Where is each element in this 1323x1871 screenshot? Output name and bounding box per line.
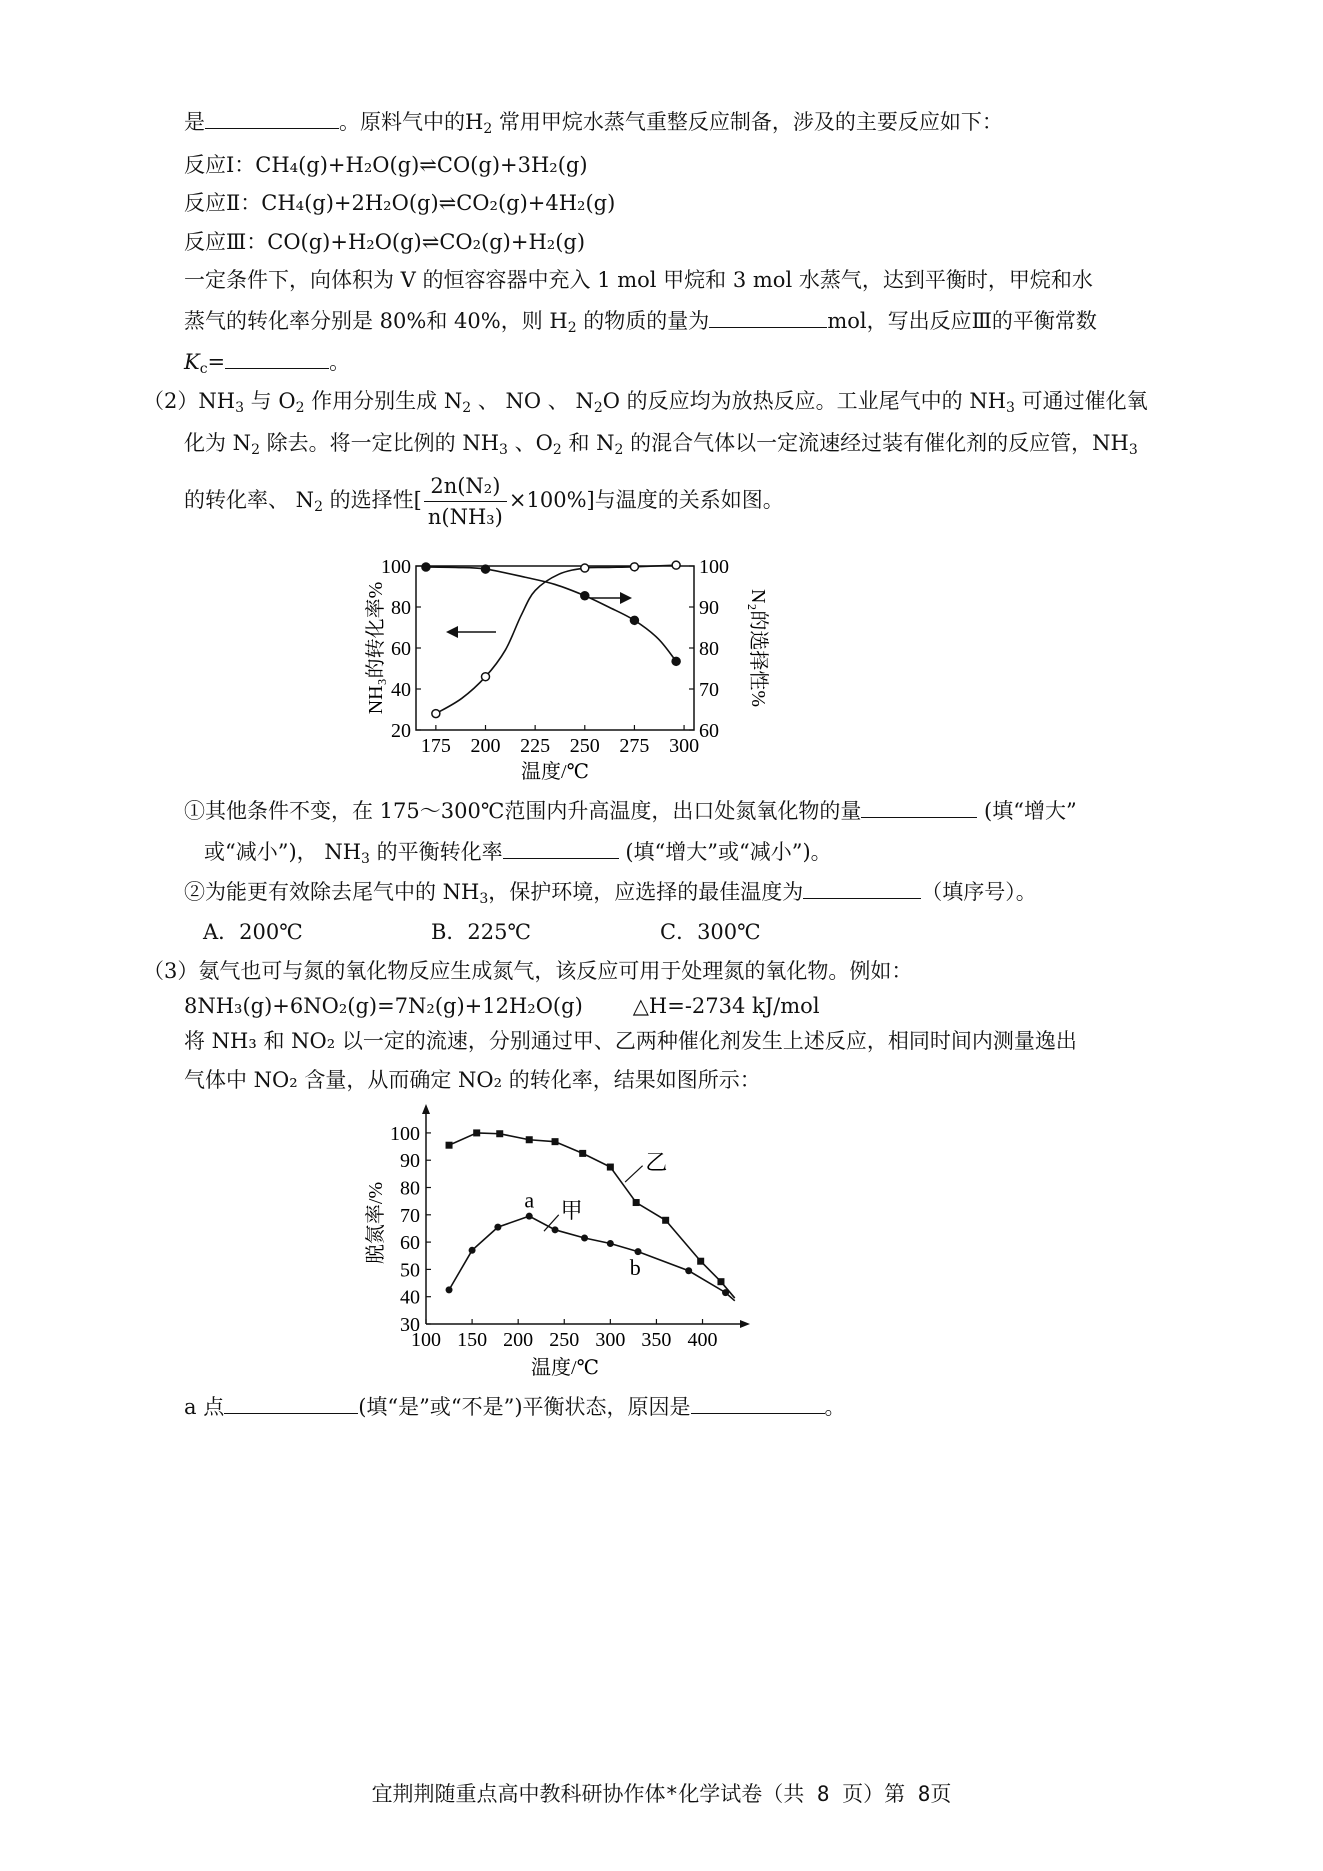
subscript: 3 — [479, 891, 489, 907]
answer-blank[interactable] — [224, 1391, 358, 1414]
fraction-denominator: n(NH₃) — [427, 505, 503, 529]
text: 和 N — [561, 431, 615, 455]
point-b-label: b — [629, 1255, 641, 1281]
reaction-label: 反应Ⅰ： — [184, 153, 256, 177]
y-tick-label: 80 — [400, 1177, 420, 1200]
subscript: 2 — [462, 400, 472, 416]
series-yi-point — [526, 1136, 533, 1143]
subscript: 3 — [235, 400, 244, 416]
fraction-numerator: 2n(N₂) — [424, 471, 507, 502]
series-yi-point — [446, 1142, 453, 1149]
option-b: B．225℃ — [431, 920, 532, 944]
y-right-tick-label: 90 — [699, 597, 719, 619]
page-footer: 宜荆荆随重点高中教科研协作体*化学试卷（共 8 页）第 8页 — [371, 1782, 952, 1806]
text: ①其他条件不变，在 175～300℃范围内升高温度，出口处氮氧化物的量 — [184, 799, 862, 823]
answer-blank[interactable] — [861, 795, 977, 818]
question-3-line-3: 气体中 NO₂ 含量，从而确定 NO₂ 的转化率，结果如图所示： — [184, 1068, 761, 1092]
subscript: c — [199, 361, 208, 377]
text: 除去。将一定比例的 NH — [259, 431, 500, 455]
text: 。原料气中的 — [339, 110, 465, 134]
question-3-equation — [184, 991, 820, 1021]
x-tick-label: 175 — [420, 735, 451, 757]
text: （填序号）。 — [921, 880, 1037, 904]
subquestion-1-cont — [204, 836, 832, 867]
y-tick-label: 40 — [400, 1286, 420, 1309]
text: ×100% — [508, 488, 587, 512]
series-yi-point — [473, 1129, 480, 1136]
series-yi-point — [579, 1150, 586, 1157]
text: ②为能更有效除去尾气中的 NH — [184, 880, 480, 904]
text: 或“减小”)， NH — [204, 840, 362, 864]
reaction-3 — [184, 227, 585, 257]
reaction-equation: 8NH₃(g)+6NO₂(g)=7N₂(g)+12H₂O(g) — [184, 994, 583, 1018]
text: NH — [198, 389, 236, 413]
subscript: 2 — [295, 400, 305, 416]
conversion-point — [672, 657, 680, 665]
series-yi-point — [697, 1258, 704, 1265]
text: 、O — [507, 431, 553, 455]
x-axis-label: 温度/℃ — [531, 1357, 599, 1379]
text: H — [465, 110, 484, 134]
y-tick-label: 30 — [400, 1314, 420, 1336]
series-jia-point — [722, 1289, 729, 1296]
reaction-equation: CH₄(g)+2H₂O(g)⇌CO₂(g)+4H₂(g) — [261, 191, 616, 215]
text: (填“是”或“不是”)平衡状态，原因是 — [358, 1395, 691, 1419]
y-tick-label: 70 — [400, 1204, 420, 1227]
y-left-tick-label: 40 — [391, 679, 411, 701]
selectivity-fraction — [424, 471, 507, 532]
y-left-tick-label: 60 — [391, 638, 411, 660]
subscript: 3 — [361, 851, 370, 867]
y-tick-label: 60 — [400, 1232, 420, 1255]
text: 的物质的量为 — [576, 309, 710, 333]
reaction-label: 反应Ⅲ： — [184, 230, 268, 254]
y-left-axis-label: NH₃的转化率% — [365, 581, 387, 715]
series-yi-label: 乙 — [645, 1149, 668, 1175]
text: 与 O — [244, 389, 296, 413]
y-right-tick-label: 100 — [699, 556, 729, 578]
y-tick-label: 100 — [390, 1122, 420, 1145]
right-arrow-head — [620, 592, 632, 604]
series-yi-point — [607, 1164, 614, 1171]
x-axis-label: 温度/℃ — [521, 761, 589, 783]
selectivity-point — [432, 710, 440, 718]
reaction-1 — [184, 150, 588, 180]
y-right-tick-label: 80 — [699, 638, 719, 660]
answer-blank[interactable] — [709, 305, 827, 328]
text: 的混合气体以一定流速经过装有催化剂的反应管，NH — [623, 431, 1129, 455]
text: 的转化率、 N — [184, 488, 315, 512]
series-jia-label: 甲 — [560, 1198, 583, 1224]
y-tick-label: 90 — [400, 1150, 420, 1173]
x-tick-label: 150 — [457, 1329, 488, 1351]
x-tick-label: 200 — [503, 1329, 534, 1351]
series-yi-point — [496, 1130, 503, 1137]
enthalpy: △H=-2734 kJ/mol — [632, 994, 820, 1018]
point-a-label: a — [524, 1187, 535, 1213]
subquestion-2 — [184, 876, 1037, 907]
subscript: 2 — [614, 442, 624, 458]
answer-blank[interactable] — [225, 346, 329, 369]
series-jia-point — [685, 1267, 692, 1274]
conversion-point — [422, 563, 430, 571]
question-3-line-2: 将 NH₃ 和 NO₂ 以一定的流速，分别通过甲、乙两种催化剂发生上述反应，相同时间内测量逸出 — [184, 1029, 1077, 1053]
series-jia-point — [446, 1286, 453, 1293]
text: O 的反应均为放热反应。工业尾气中的 NH — [602, 389, 1007, 413]
y-axis-label: 脱氮率/% — [365, 1181, 387, 1265]
series-jia-point — [469, 1247, 476, 1254]
subscript: 3 — [1128, 442, 1138, 458]
y-axis-arrow — [422, 1104, 430, 1114]
text: = — [207, 350, 226, 374]
subscript: 3 — [499, 442, 508, 458]
selectivity-point — [581, 564, 589, 572]
nh3-conversion-chart — [362, 548, 782, 788]
selectivity-curve — [436, 565, 676, 713]
series-jia-point — [526, 1213, 533, 1220]
x-tick-label: 300 — [669, 735, 700, 757]
reaction-equation: CO(g)+H₂O(g)⇌CO₂(g)+H₂(g) — [267, 230, 586, 254]
text: 作用分别生成 N — [304, 389, 463, 413]
conversion-curve — [426, 567, 676, 661]
x-tick-label: 250 — [549, 1329, 580, 1351]
reaction-2 — [184, 188, 615, 218]
subquestion-1 — [184, 795, 1077, 826]
x-tick-label: 275 — [619, 735, 650, 757]
x-tick-label: 225 — [520, 735, 551, 757]
answer-blank[interactable] — [803, 876, 921, 899]
question-number: （2） — [143, 389, 199, 413]
x-tick-label: 300 — [595, 1329, 626, 1351]
text: 常用甲烷水蒸气重整反应制备，涉及的主要反应如下： — [492, 110, 1003, 134]
x-tick-label: 100 — [411, 1329, 441, 1351]
option-a: A．200℃ — [203, 920, 303, 944]
answer-blank[interactable] — [205, 106, 339, 129]
text: 的平衡转化率 — [369, 840, 503, 864]
series-yi-point — [662, 1217, 669, 1224]
text: 、 NO 、 N — [471, 389, 594, 413]
text: mol，写出反应Ⅲ的平衡常数 — [827, 309, 1097, 333]
question-2-line-2 — [184, 428, 1138, 458]
question-3-line-1: （3）氨气也可与氮的氧化物反应生成氮气，该反应可用于处理氮的氧化物。例如： — [143, 959, 913, 983]
subscript: 2 — [593, 400, 603, 416]
x-tick-label: 350 — [641, 1329, 672, 1351]
text: (填“增大” — [977, 799, 1077, 823]
answer-blank[interactable] — [503, 836, 619, 859]
series-jia-point — [607, 1240, 614, 1247]
reaction-label: 反应Ⅱ： — [184, 191, 262, 215]
question-2-line-3 — [184, 470, 784, 532]
conversion-point — [630, 616, 638, 624]
y-left-tick-label: 20 — [391, 720, 411, 742]
y-right-axis-label: N₂的选择性% — [747, 588, 769, 708]
subscript: 3 — [1006, 400, 1015, 416]
answer-blank[interactable] — [691, 1391, 825, 1414]
subscript: 2 — [314, 499, 323, 515]
y-left-tick-label: 100 — [381, 556, 411, 578]
series-yi-point — [552, 1138, 559, 1145]
x-axis-arrow — [740, 1320, 750, 1328]
x-tick-label: 200 — [470, 735, 501, 757]
text-line: 一定条件下，向体积为 V 的恒容容器中充入 1 mol 甲烷和 3 mol 水蒸气，达到平衡时，甲烷和水 — [184, 268, 1093, 292]
series-jia-point — [494, 1224, 501, 1231]
subscript: 2 — [552, 442, 562, 458]
text: 蒸气的转化率分别是 80%和 40%，则 H — [184, 309, 568, 333]
subscript: 2 — [251, 442, 260, 458]
question-2-line-1 — [143, 386, 1148, 416]
text: ]与温度的关系如图。 — [586, 488, 784, 512]
y-right-tick-label: 70 — [699, 679, 719, 701]
left-arrow-head — [446, 626, 458, 638]
text: 的选择性[ — [322, 488, 422, 512]
option-c: C．300℃ — [660, 920, 761, 944]
denitration-chart — [362, 1102, 762, 1392]
reaction-equation: CH₄(g)+H₂O(g)⇌CO(g)+3H₂(g) — [255, 153, 588, 177]
yi-leader-line — [625, 1166, 643, 1182]
subscript: 2 — [567, 320, 577, 336]
y-right-tick-label: 60 — [699, 720, 719, 742]
text-line — [184, 346, 350, 377]
final-question — [184, 1391, 846, 1422]
x-tick-label: 250 — [569, 735, 600, 757]
y-tick-label: 50 — [400, 1259, 420, 1282]
series-jia-point — [552, 1226, 559, 1233]
subscript: 2 — [483, 121, 493, 137]
text: 可通过催化氧 — [1014, 389, 1148, 413]
text: 。 — [329, 350, 351, 374]
conversion-point — [482, 565, 490, 573]
text: 。 — [824, 1395, 846, 1419]
text: 化为 N — [184, 431, 252, 455]
series-jia-point — [581, 1235, 588, 1242]
conversion-point — [581, 592, 589, 600]
series-yi-point — [633, 1199, 640, 1206]
selectivity-point — [672, 561, 680, 569]
text: K — [184, 350, 200, 374]
text-line — [184, 106, 1003, 137]
selectivity-point — [482, 673, 490, 681]
text: 是 — [184, 110, 205, 134]
text-line — [184, 305, 1097, 336]
series-yi-point — [717, 1278, 724, 1285]
text: a 点 — [184, 1395, 225, 1419]
y-left-tick-label: 80 — [391, 597, 411, 619]
plot-frame — [416, 566, 694, 730]
selectivity-point — [630, 563, 638, 571]
x-tick-label: 400 — [687, 1329, 718, 1351]
text: ，保护环境，应选择的最佳温度为 — [488, 880, 804, 904]
series-jia-line — [449, 1216, 735, 1301]
text: (填“增大”或“减小”)。 — [618, 840, 832, 864]
